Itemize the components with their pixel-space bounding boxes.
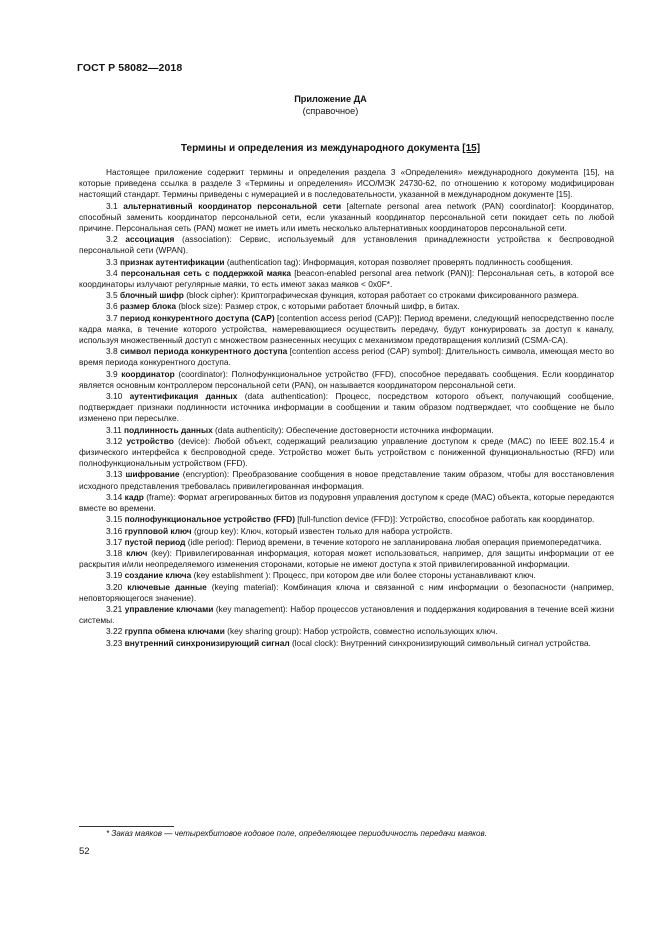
term-name: блочный шифр — [119, 290, 184, 301]
term-name: ключ — [126, 547, 148, 558]
term-name: координатор — [121, 368, 175, 379]
term-number: 3.3 — [106, 256, 118, 267]
term-number: 3.19 — [106, 570, 123, 581]
term-name: размер блока — [119, 301, 176, 312]
term-definition: (key): Привилегированная информация, которая может использоваться, например, для защиты информации от ее раскрытия и/или неопределяемого изменения сторонами, которые не имеют доступа к этой привилегированной информации. — [79, 547, 614, 570]
term-number: 3.13 — [106, 469, 123, 480]
term-entry — [79, 313, 614, 347]
document-body — [79, 167, 614, 649]
term-name: персональная сеть с поддержкой маяка — [120, 267, 291, 278]
section-title-text: Термины и определения из международного документа — [180, 143, 463, 154]
term-name: период конкурентного доступа (CAP) — [120, 312, 275, 323]
term-definition: (authentication tag): Информация, которая позволяет проверять подлинность сообщения. — [224, 256, 573, 267]
term-name: создание ключа — [124, 570, 192, 581]
term-number: 3.23 — [106, 637, 123, 648]
term-entry — [79, 492, 614, 514]
section-title — [0, 143, 661, 154]
section-title-reference-link[interactable]: [15] — [462, 143, 481, 154]
term-entry — [79, 604, 614, 626]
annex-heading — [0, 93, 661, 117]
term-entry — [79, 268, 614, 290]
page-number: 52 — [79, 846, 90, 857]
term-entry — [79, 234, 614, 256]
term-definition: (frame): Формат агрегированных битов из подуровня управления доступом к среде (MAC) объекта, которые передаются вместе во времени. — [79, 491, 615, 514]
term-entry — [79, 436, 614, 470]
term-definition: (coordinator): Полнофункциональное устройство (FFD), способное передавать сообщения. Если координатор является основным контроллером персональной сети (PAN), он называется координатором персональной сети. — [79, 368, 614, 390]
term-name: внутренний синхронизирующий сигнал — [124, 637, 290, 648]
term-entry — [79, 369, 614, 391]
term-definition: (key establishment ): Процесс, при котором две или более стороны устанавливают ключ. — [191, 570, 536, 581]
term-number: 3.4 — [106, 267, 118, 278]
annex-title: Приложение ДА — [294, 94, 367, 104]
term-entry — [79, 201, 614, 235]
term-number: 3.12 — [106, 435, 123, 446]
term-definition: (device): Любой объект, содержащий реализацию управление доступом к среде (MAC) по IEEE 802.15.4 и физического интерфейса к беспроводной среде. Устройство может быть устройством с пониженной функциональностью (RFD) или полнофункциональным устройством (FFD). — [79, 435, 614, 469]
term-name: аутентификация данных — [129, 391, 238, 402]
term-number: 3.11 — [106, 424, 122, 435]
term-entry — [79, 570, 614, 581]
footnote-separator — [79, 826, 174, 827]
term-number: 3.14 — [106, 491, 123, 502]
term-number: 3.6 — [106, 301, 118, 312]
term-entry — [79, 346, 614, 368]
term-definition: (keying material): Комбинация ключа и связанной с ним информации о безопасности (например, неповторяющегося значение). — [79, 581, 614, 603]
term-definition: [contention access period (CAP) symbol]: Длительность символа, имеющая место во время периода конкурентного доступа. — [79, 346, 614, 368]
term-name: полнофункциональное устройство (FFD) — [124, 514, 295, 525]
term-definition: (data authenticity): Обеспечение достоверности источника информации. — [212, 424, 494, 435]
term-definition: (key sharing group): Набор устройств, совместно использующих ключ. — [224, 626, 498, 637]
term-definition: (key management): Набор процессов установления и поддержания кодирования в течение всей жизни системы. — [79, 603, 614, 626]
term-number: 3.1 — [106, 200, 118, 211]
term-entry — [79, 391, 614, 425]
term-name: управление ключами — [124, 603, 214, 614]
term-definition: [contention access period (CAP)]: Период времени, следующий непосредственно после кадра маяка, в течение которого устройства, намеревающиеся осуществить передачу, будут конкурировать за доступ к каналу, используя множественный доступ с множеством разнесенных несущих с механизмом предотвращения коллизий (CSMA-CA). — [79, 312, 614, 346]
term-number: 3.2 — [106, 234, 118, 245]
term-definition: (block size): Размер строк, с которыми работает блочный шифр, в битах. — [176, 301, 460, 312]
term-number: 3.21 — [106, 603, 123, 614]
term-number: 3.9 — [106, 368, 118, 379]
term-definition: (association): Сервис, используемый для установления принадлежности устройства к беспроводной персональной сети (WPAN). — [79, 234, 614, 256]
term-number: 3.22 — [106, 626, 123, 637]
term-number: 3.18 — [106, 547, 123, 558]
term-number: 3.5 — [106, 290, 118, 301]
term-name: альтернативный координатор персональной сети — [123, 200, 342, 211]
term-name: символ периода конкурентного доступа — [120, 346, 288, 357]
annex-subtitle: (справочное) — [302, 106, 359, 116]
term-entry — [79, 626, 614, 637]
term-entry — [79, 548, 614, 570]
term-entry — [79, 582, 614, 604]
terms-list — [79, 201, 614, 649]
term-number: 3.15 — [106, 514, 123, 525]
term-name: группа обмена ключами — [124, 626, 225, 637]
term-name: ассоциация — [125, 234, 175, 245]
term-entry — [79, 257, 614, 268]
term-name: подлинность данных — [123, 424, 213, 435]
term-entry — [79, 537, 614, 548]
intro-paragraph: Настоящее приложение содержит термины и определения раздела 3 «Определения» международного документа [15], на которые приведена ссылка в разделе 3 «Термины и определения» ИСО/МЭК 24730-62, по отношению к которому модифицирован настоящий стандарт. Термины приведены с нумерацией и в последовательности, указанной в международном документе [15]. — [79, 167, 614, 200]
term-entry — [79, 514, 614, 525]
term-definition: (block cipher): Криптографическая функция, которая работает со строками фиксированного размера. — [183, 290, 579, 301]
term-definition: (data authentication): Процесс, посредством которого объект, получающий сообщение, подтверждает признаки подлинности источника информации в сообщении и таким образом подтверждает, что сообщение не было изменено при пересылке. — [79, 391, 615, 424]
term-name: признак аутентификации — [119, 256, 225, 267]
term-definition: [full-function device (FFD)]: Устройство, способное работать как координатор. — [294, 514, 595, 525]
term-entry — [79, 526, 614, 537]
term-number: 3.17 — [106, 536, 123, 547]
term-name: пустой период — [124, 536, 186, 547]
term-definition: (encryption): Преобразование сообщения в новое представление таким образом, чтобы для восстановления исходного представления требовалась привилегированная информация. — [79, 469, 614, 491]
term-entry — [79, 638, 614, 649]
term-definition: (idle period): Период времени, в течение которого не запланирована любая операция приемопередатчика. — [185, 536, 602, 547]
term-number: 3.8 — [106, 346, 118, 357]
term-definition: (local clock): Внутренний синхронизирующий символьный сигнал устройства. — [289, 637, 591, 648]
term-entry — [79, 425, 614, 436]
document-header: ГОСТ Р 58082—2018 — [77, 62, 183, 74]
term-definition: [beacon-enabled personal area network (PAN)]: Персональная сеть, в которой все координаторы излучают регулярные маяки, то есть имеют заказ маяков < 0x0F*. — [79, 267, 615, 290]
term-definition: [alternate personal area network (PAN) coordinator]: Координатор, способный заменить координатор персональной сети, если указанный координатор персональной сети покидает сеть по любой причине. Персональная сеть (PAN) может не иметь или иметь несколько альтернативных координаторов персональной сети. — [79, 200, 614, 234]
term-name: групповой ключ — [124, 525, 192, 536]
term-number: 3.16 — [106, 525, 123, 536]
term-number: 3.20 — [106, 581, 123, 592]
term-definition: (group key): Ключ, который известен только для набора устройств. — [191, 525, 453, 536]
term-name: устройство — [126, 435, 174, 446]
term-name: шифрование — [125, 469, 180, 480]
term-name: ключевые данные — [127, 581, 207, 592]
term-entry — [79, 290, 614, 301]
term-name: кадр — [124, 491, 144, 502]
term-entry — [79, 469, 614, 491]
term-number: 3.10 — [106, 391, 123, 402]
term-number: 3.7 — [106, 312, 118, 323]
footnote: * Заказ маяков — четырехбитовое кодовое поле, определяющее периодичность передачи маяков. — [106, 829, 487, 838]
term-entry — [79, 301, 614, 312]
